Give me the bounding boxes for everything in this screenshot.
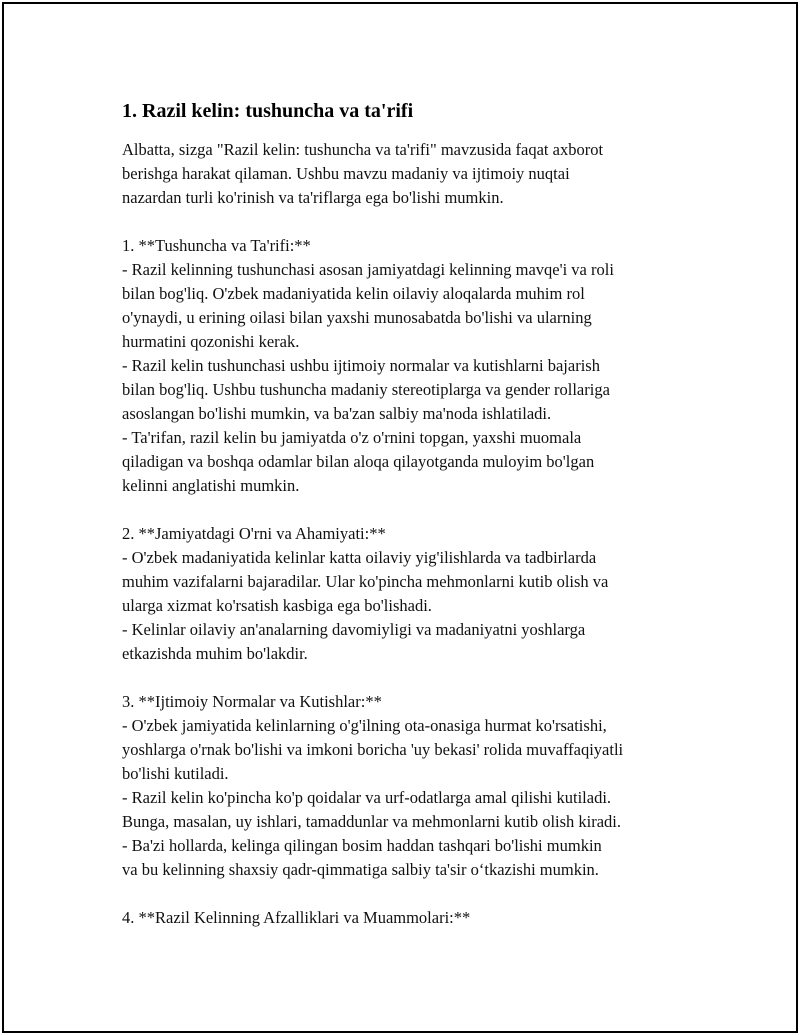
section-1 (122, 234, 702, 498)
document-title: 1. Razil kelin: tushuncha va ta'rifi (122, 100, 414, 122)
section-heading: 4. **Razil Kelinning Afzalliklari va Muammolari:** (122, 908, 471, 927)
section-heading: 2. **Jamiyatdagi O'rni va Ahamiyati:** (122, 524, 386, 543)
bullet-item: - Ba'zi hollarda, kelinga qilingan bosim haddan tashqari bo'lishi mumkin va bu kelinning shaxsiy qadr-qimmatiga salbiy ta'sir o‘tkazishi mumkin. (122, 836, 602, 879)
section-heading: 3. **Ijtimoiy Normalar va Kutishlar:** (122, 692, 382, 711)
document-page (122, 98, 702, 930)
section-4 (122, 906, 702, 930)
section-2 (122, 522, 702, 666)
intro-paragraph: Albatta, sizga "Razil kelin: tushuncha va ta'rifi" mavzusida faqat axborot berishga harakat qilaman. Ushbu mavzu madaniy va ijtimoiy nuqtai nazardan turli ko'rinish va ta'riflarga ega bo'lishi mumkin. (122, 140, 604, 207)
bullet-item: - Razil kelin tushunchasi ushbu ijtimoiy normalar va kutishlarni bajarish bilan bog'liq. Ushbu tushuncha madaniy stereotiplarga va gender rollariga asoslangan bo'lishi mumkin, va ba'zan salbiy ma'noda ishlatiladi. (122, 356, 610, 423)
bullet-item: - Ta'rifan, razil kelin bu jamiyatda o'z o'rnini topgan, yaxshi muomala qiladigan va boshqa odamlar bilan aloqa qilayotganda muloyim bo'lgan kelinni anglatishi mumkin. (122, 428, 595, 495)
bullet-item: - Razil kelin ko'pincha ko'p qoidalar va urf-odatlarga amal qilishi kutiladi. Bunga, masalan, uy ishlari, tamaddunlar va mehmonlarni kutib olish kiradi. (122, 788, 622, 831)
bullet-item: - O'zbek madaniyatida kelinlar katta oilaviy yig'ilishlarda va tadbirlarda muhim vazifalarni bajaradilar. Ular ko'pincha mehmonlarni kutib olish va ularga xizmat ko'rsatish kasbiga ega bo'lishadi. (122, 548, 609, 615)
bullet-item: - Razil kelinning tushunchasi asosan jamiyatdagi kelinning mavqe'i va roli bilan bog'liq. O'zbek madaniyatida kelin oilaviy aloqalarda muhim rol o'ynaydi, u erining oilasi bilan yaxshi munosabatda bo'lishi va ularning hurmatini qozonishi kerak. (122, 260, 614, 351)
section-heading: 1. **Tushuncha va Ta'rifi:** (122, 236, 311, 255)
bullet-item: - O'zbek jamiyatida kelinlarning o'g'ilning ota-onasiga hurmat ko'rsatishi, yoshlarga o'rnak bo'lishi va imkoni boricha 'uy bekasi' rolida muvaffaqiyatli bo'lishi kutiladi. (122, 716, 624, 783)
page-border (2, 2, 798, 1033)
bullet-item: - Kelinlar oilaviy an'analarning davomiyligi va madaniyatni yoshlarga etkazishda muhim bo'lakdir. (122, 620, 586, 663)
section-3 (122, 690, 702, 882)
